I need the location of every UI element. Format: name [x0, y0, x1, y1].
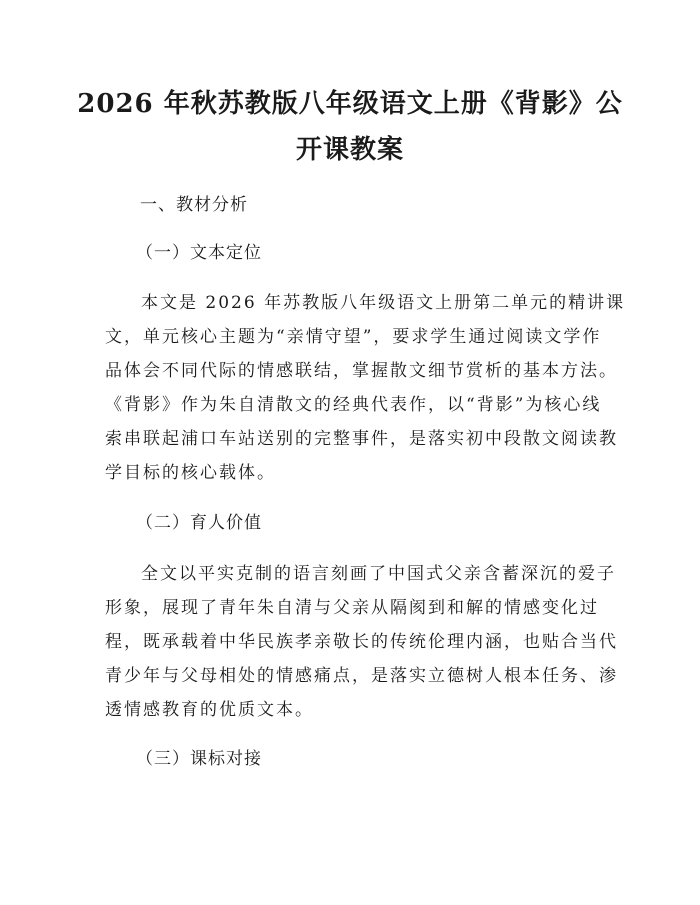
paragraph-line: 品体会不同代际的情感联结，掌握散文细节赏析的基本方法。 — [105, 361, 618, 381]
paragraph-line: 透情感教育的优质文本。 — [105, 700, 314, 720]
paragraph-line: 全文以平实克制的语言刻画了中国式父亲含蓄深沉的爱子 — [141, 564, 616, 584]
paragraph-line: 文，单元核心主题为“亲情守望”，要求学生通过阅读文学作 — [105, 327, 602, 347]
paragraph-text-positioning — [105, 286, 626, 490]
subsection-heading-text-positioning: （一）文本定位 — [136, 243, 262, 263]
section-heading-materials-analysis: 一、教材分析 — [140, 195, 248, 215]
paragraph-line: 索串联起浦口车站送别的完整事件，是落实初中段散文阅读教 — [105, 429, 618, 449]
paragraph-educational-value — [105, 557, 618, 727]
paragraph-line: 学目标的核心载体。 — [105, 463, 276, 483]
subsection-heading-educational-value: （二）育人价值 — [136, 513, 262, 533]
paragraph-line: 形象，展现了青年朱自清与父亲从隔阂到和解的情感变化过 — [105, 598, 599, 618]
document-title-line-2: 开课教案 — [295, 135, 404, 165]
paragraph-line: 青少年与父母相处的情感痛点，是落实立德树人根本任务、渗 — [105, 666, 618, 686]
subsection-heading-curriculum-alignment: （三）课标对接 — [136, 749, 262, 769]
paragraph-line: 本文是 2026 年苏教版八年级语文上册第二单元的精讲课 — [141, 293, 626, 313]
paragraph-line: 《背影》作为朱自清散文的经典代表作，以“背影”为核心线 — [105, 395, 602, 415]
paragraph-line: 程，既承载着中华民族孝亲敬长的传统伦理内涵，也贴合当代 — [105, 632, 618, 652]
document-title-line-1: 2026 年秋苏教版八年级语文上册《背影》公 — [77, 89, 623, 119]
